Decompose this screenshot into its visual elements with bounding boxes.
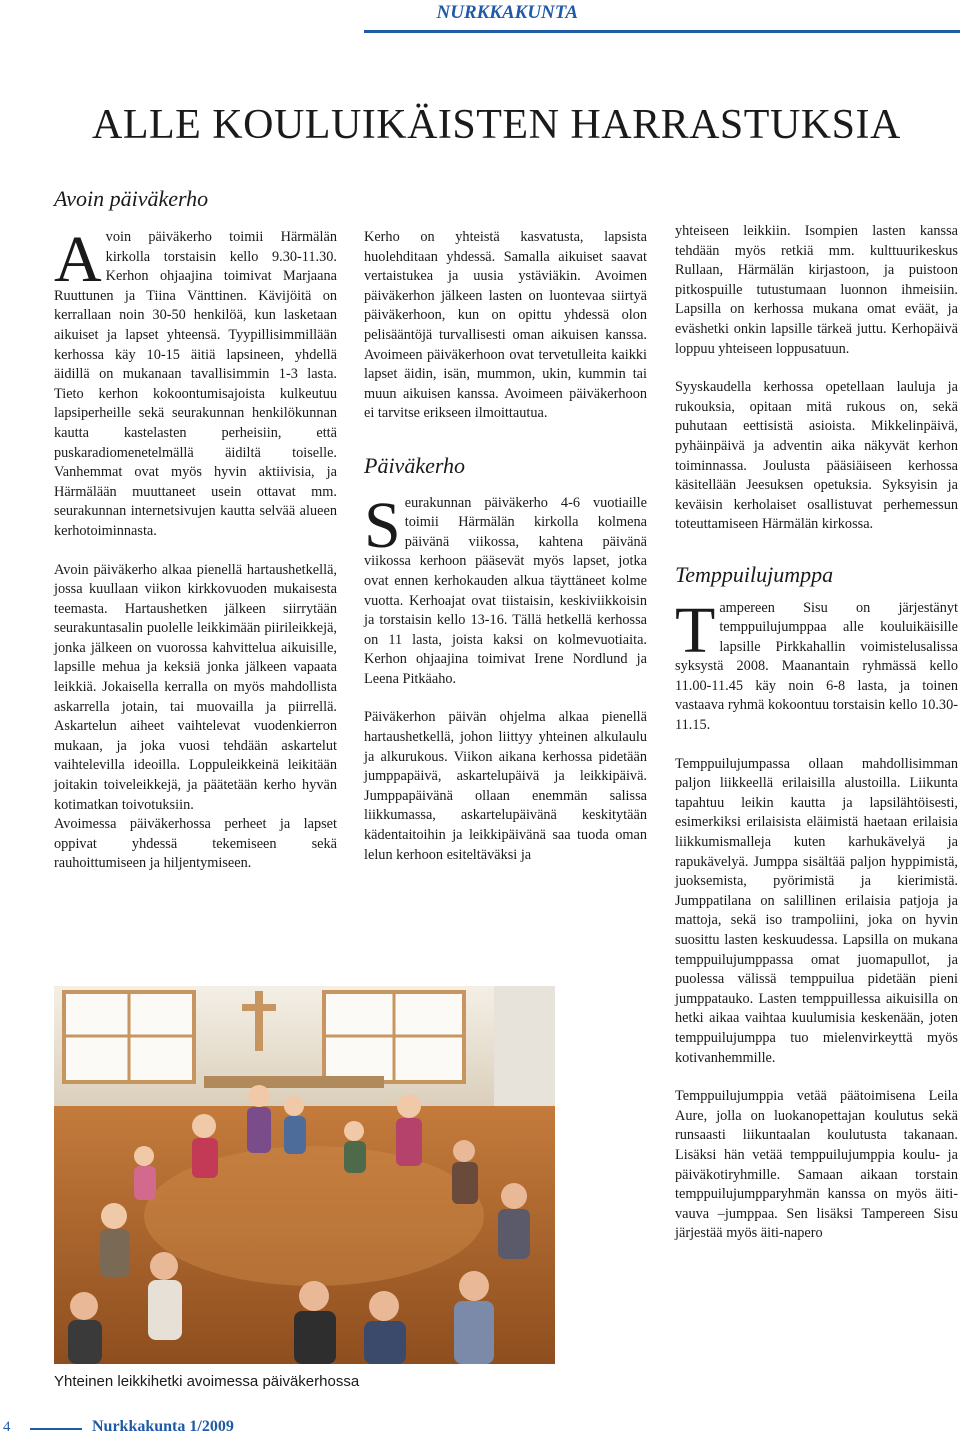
dropcap: S — [364, 488, 401, 562]
col3-heading: Temppuilujumppa — [675, 561, 834, 587]
col3-paragraph-4: Temppuilujumpassa ollaan mahdollisimman paljon liikkeellä erilaisilla alustoilla. Liikunta tapahtuu leikin kautta ja lapsilähtöisesti, esimerkiksi erilaisista eläimistä haetaan erilaisia liikkumismalleja kuten karhukävelyä ja rapukävelyä. Jumppa sisältää paljon hyppimistä, juoksemista, pyörimistä ja kierimistä. Jumppatilana on salillinen erilaisia patjoja ja mattoja, sekä iso trampoliini, joka on hyvin suosittu lasten keskuudessa. Lapsilla on mukana temppuilujumppassa omat juomapullot, ja puolessa välissä temppuilua pidetään pieni jumppatauko. Lasten temppuillessa aikuisilla on hetki aikaa vaihtaa kuulumisia keskenään, joten temppuilujumppa tuo mielenvirkeyttä myös kotivanhemmille. — [675, 755, 958, 1066]
col3-paragraph-5: Temppuilujumppia vetää päätoimisena Leila Aure, jolla on luokanopettajan koulutus sekä runsaasti liikuntaalan koulutusta takanaan. Lisäksi hän vetää temppuilujumppia koulu- ja päiväkotiryhmille. Samaan aikaan torstain temppuilujumpparyhmän kanssa on myös äiti-vauva –jumppaa. Sen lisäksi Tampereen Sisu järjestää myös äiti-napero — [675, 1088, 958, 1242]
column-2 — [364, 228, 647, 865]
headline: ALLE KOULUIKÄISTEN HARRASTUKSIA — [92, 102, 901, 148]
col1-heading-text: Avoin päiväkerho — [54, 186, 209, 211]
col2-p2-text: eurakunnan päiväkerho 4-6 vuotiaille toimii Härmälän kirkolla kolmena päivänä viikossa, kahtena päivänä viikossa kerhoon pääsevät myös lapset, jotka ovat ennen kerhokauden alkua täyttäneet kolme vuotta. Kerhoajat ovat tiistaisin, keskiviikkoisin ja torstaisin kello 13-16. Tällä hetkellä kerhossa on 11 lasta, joista kaksi on kolmevuotiaita. Kerhon ohjaajina toimivat Irene Nordlund ja Leena Pitkäaho. — [364, 494, 647, 687]
photo-illustration — [54, 986, 555, 1364]
col3-paragraph-2: Syyskaudella kerhossa opetellaan lauluja ja rukouksia, opitaan mitä rukous on, sekä puhutaan eettisistä asioista. Mikkelinpäivä, pyhäinpäivä ja adventin aika näkyvät kerhon toiminnassa. Joulusta pääsiäiseen kerhossa käsitellään Jeesuksen opetuksia. Syksyisin ja keväisin kerholaiset osallistuvat perhemessun toteuttamiseen Härmälän kirkossa. — [675, 379, 958, 533]
column-1 — [54, 223, 337, 874]
section-label: NURKKAKUNTA — [436, 2, 578, 23]
col1-p1-text: voin päiväkerho toimii Härmälän kirkolla torstaisin kello 9.30-11.30. Kerhon ohjaajina toimivat Marjaana Ruuttunen ja Tiina Vänttinen. Kävijöitä on kerrallaan noin 30-50 henkilöä, kun lasketaan aikuiset ja lapset yhteensä. Tyypillisimmillään kerhossa käy 10-15 äitiä lapsineen, yhdellä äidillä on mukanaan tavallisimmin 1-3 lasta. Tieto kerhon kokoontumisajoista kulkeutuu lapsiperheille sekä seurakunnan henkilökunnan kautta kastelasten perheisiin, että puskaradiomenetelmällä äidiltä toiselle. Vanhemmat ovat myös hyvin aktiivisia, ja Härmälään muuttaneet usein ottavat mm. seurakunnan internetsivujen kautta selvää alueen kerhotoiminnasta. — [54, 229, 337, 539]
col1-paragraph-2: Avoin päiväkerho alkaa pienellä hartaushetkellä, jossa kuullaan viikon kirkkovuoden mukaisesta teemasta. Hartaushetken jälkeen siirrytään seurakuntasalin puolelle leikkimään piirileikkejä, jonka jälkeen on vuorossa kahvittelua aikuisille, lapsille mehua ja keksiä jonka jälkeen vapaata leikkiä. Jokaisella kerralla on myös mahdollista askarrella jotain, tai muovailla ja piirrellä. Askartelun aiheet vaihtelevat vuodenkierron mukaan, ja joka vuosi tehdään askartelut vaihtelevilla ideoilla. Loppuleikkeinä leikitään joitakin toiveleikkejä, ja päätetään kerho hyvän kotimatkan toivotuksiin. — [54, 561, 337, 813]
header-rule — [364, 30, 960, 33]
col2-paragraph-3: Päiväkerhon päivän ohjelma alkaa pienellä hartaushetkellä, johon liittyy yhteinen alkulaulu ja alkurukous. Viikon aikana kerhossa pidetään jumppapäivä, askartelupäivä ja leikkipäivä. Jumppapäivänä ollaan enemmän salissa liikkumassa, askartelupäivänä keskitytään kädentaitoihin ja leikkipäivänä saa tuoda oman lelun kerhoon esiteltäväksi ja — [364, 709, 647, 863]
col2-heading: Päiväkerho — [364, 452, 466, 478]
column-3 — [675, 222, 958, 1244]
magazine-issue: Nurkkakunta 1/2009 — [92, 1418, 234, 1435]
col2-paragraph-2 — [364, 488, 647, 690]
col3-paragraph-1: yhteiseen leikkiin. Isompien lasten kanssa tehdään myös retkiä mm. kulttuurikeskus Rullaan, Härmälän kirjastoon, ja puistoon pitkospuille tutustumaan luonnon ihmeisiin. Lapsilla on kerhossa mukana omat eväät, ja eväshetki onkin lapsille tärkeä juttu. Kerhopäivä loppuu yhteiseen loppusatuun. — [675, 223, 958, 357]
dropcap: A — [54, 223, 102, 296]
col2-paragraph-1: Kerho on yhteistä kasvatusta, lapsista huolehditaan yhdessä. Samalla aikuiset saavat vertaistukea ja uusia ystäviäkin. Avoimen päiväkerhon jälkeen lasten on luontevaa siirtyä päiväkerhoon, kun on opittu yhdessä olon pelisääntöjä turvallisesti oman aikuisen kanssa. Avoimeen päiväkerhoon ovat tervetulleita kaikki lapset äidin, isän, mummon, ukin, kummin tai muun aikuisen kanssa. Avoimeen päiväkerhoon ei tarvitse erikseen ilmoittautua. — [364, 229, 647, 422]
col1-paragraph-3: Avoimessa päiväkerhossa perheet ja lapset oppivat yhdessä tekemiseen sekä rauhoittumiseen ja hiljentymiseen. — [54, 816, 337, 872]
dropcap: T — [675, 593, 716, 667]
col1-paragraph-1 — [54, 223, 337, 542]
page-number: 4 — [3, 1419, 11, 1435]
col1-heading — [54, 186, 208, 212]
col3-p3-text: ampereen Sisu on järjestänyt temppuilujumppaa alle kouluikäisille lapsille Pirkkahallin voimistelusalissa syksystä 2008. Maanantain ryhmässä kello 11.00-11.45 käy noin 6-8 lasta, ja toinen vastaava ryhmä kokoontuu torstaisin kello 10.30-11.15. — [675, 599, 958, 734]
photo-caption: Yhteinen leikkihetki avoimessa päiväkerhossa — [54, 1373, 360, 1390]
photo-children-play-circle — [54, 986, 555, 1364]
footer-rule — [30, 1428, 82, 1430]
col3-paragraph-3 — [675, 593, 958, 736]
